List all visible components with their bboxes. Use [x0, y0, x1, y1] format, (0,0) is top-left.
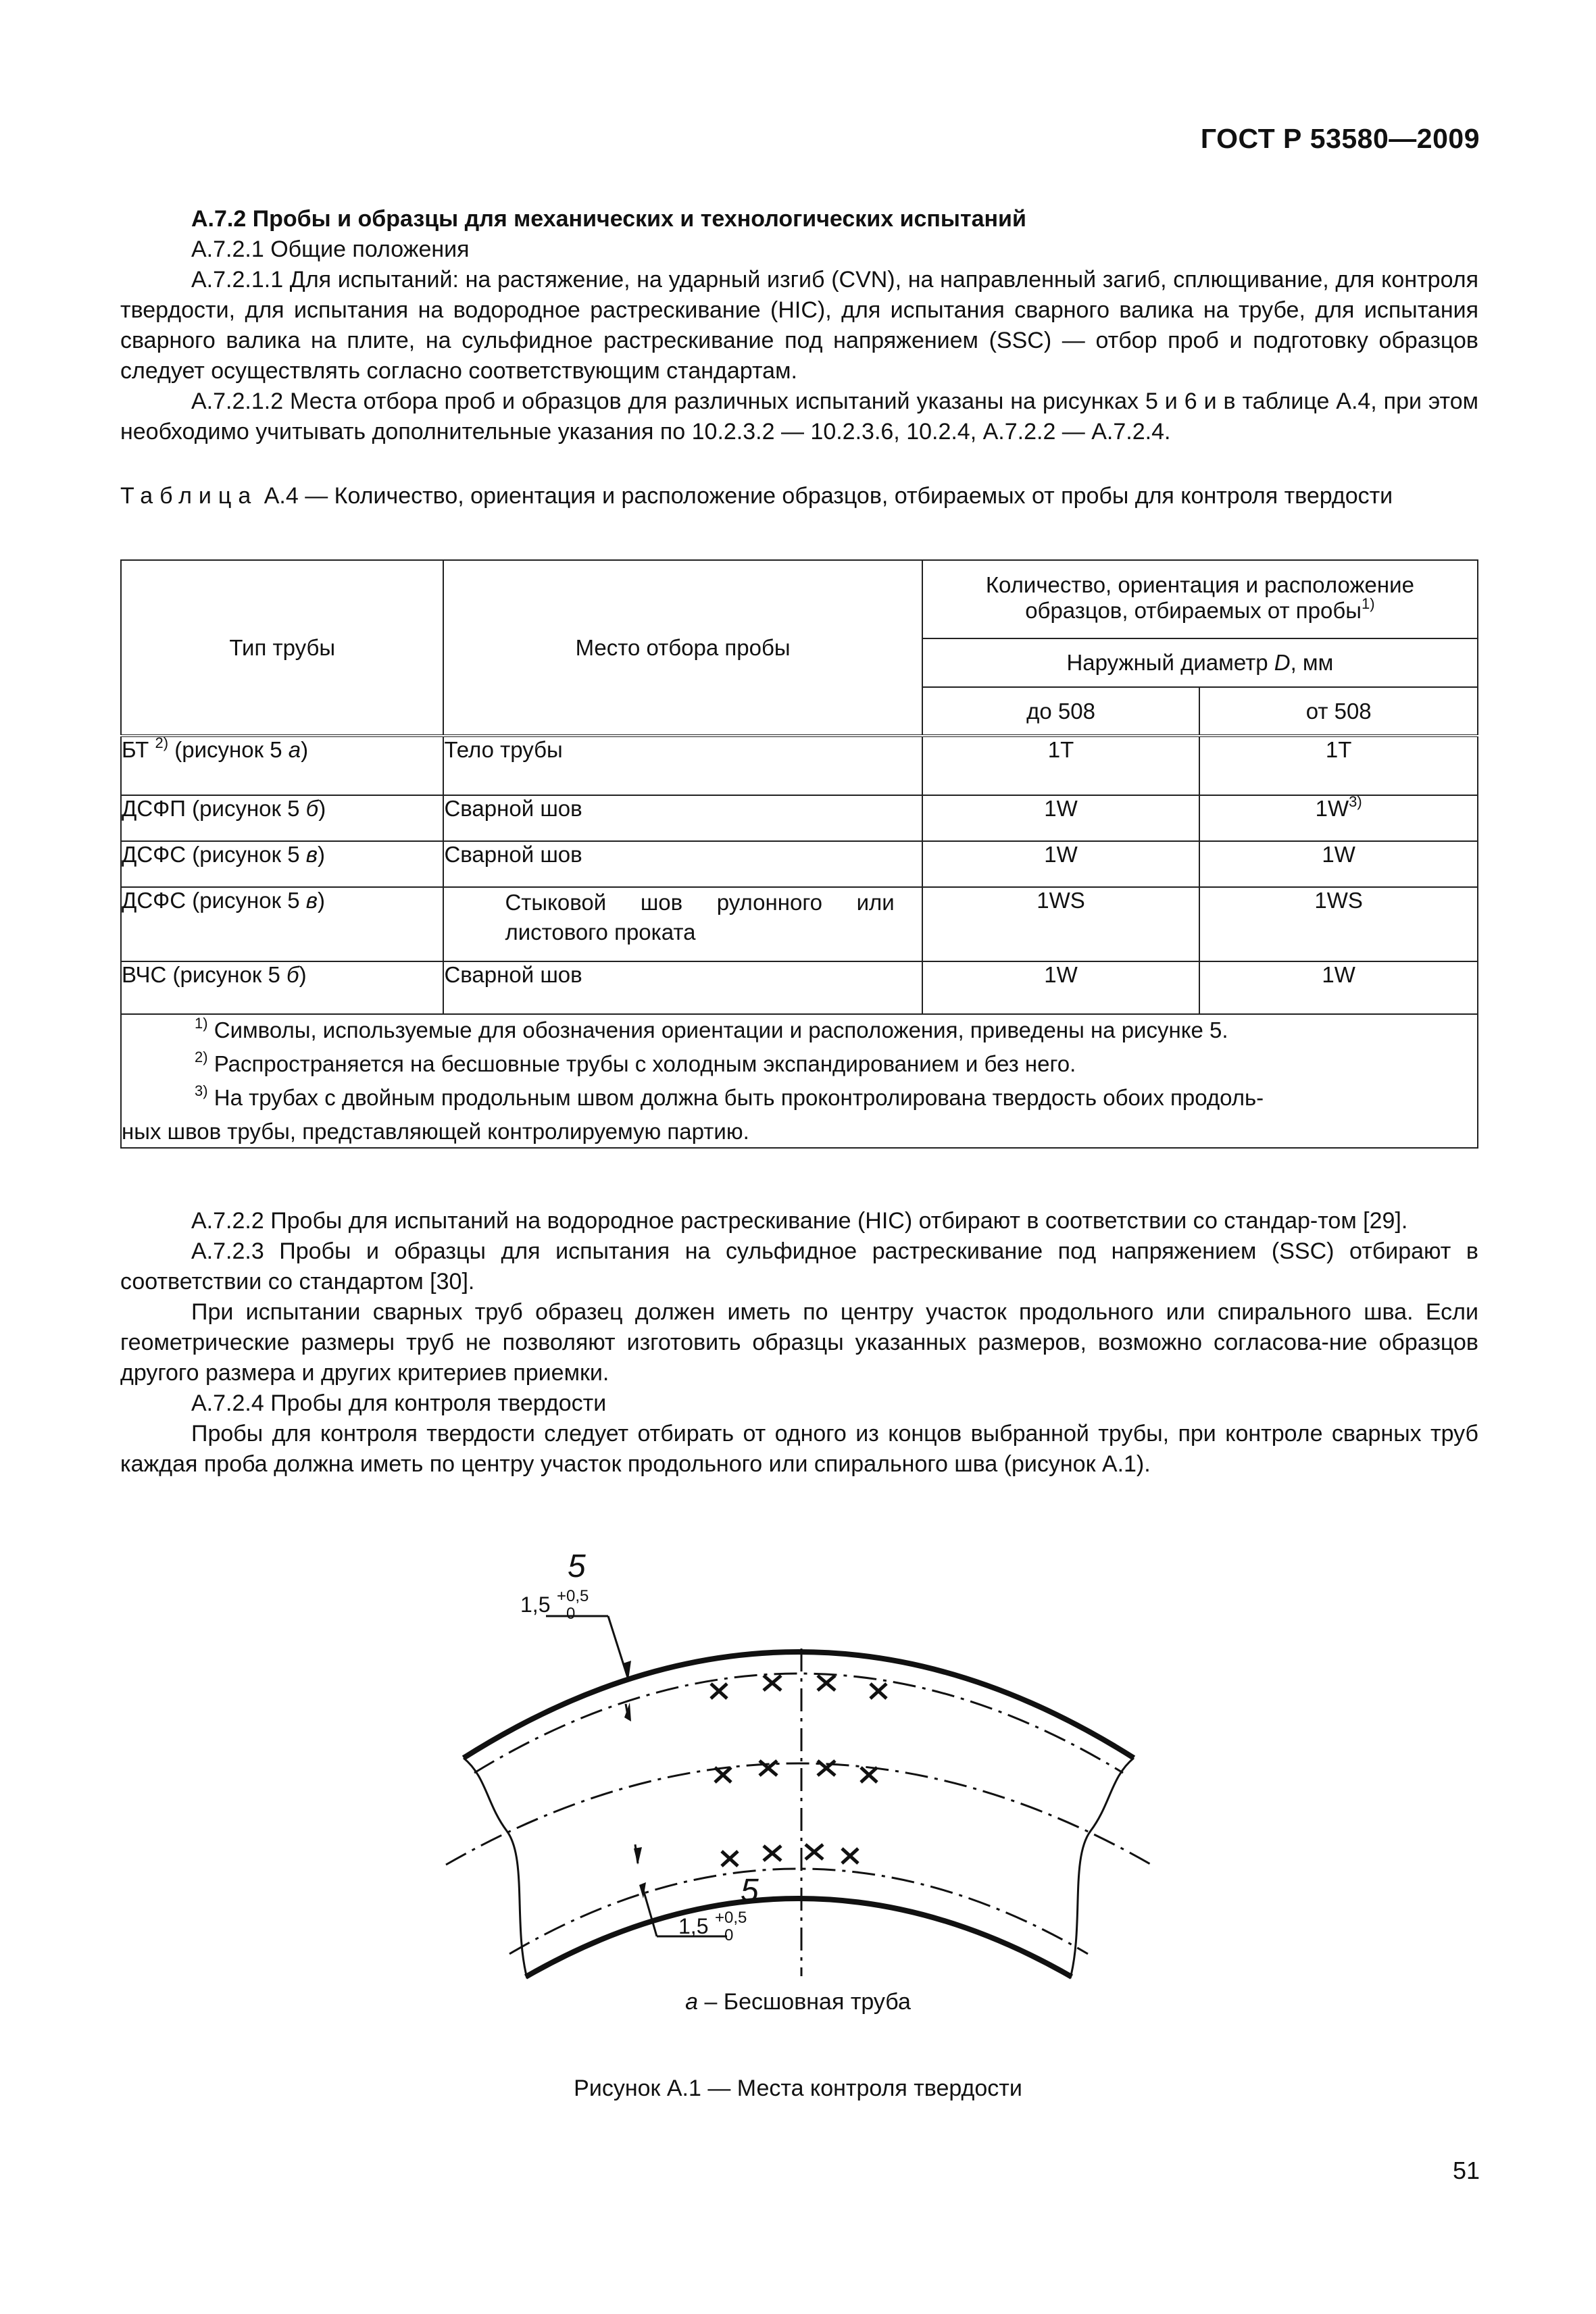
table-row	[121, 961, 1478, 1014]
cell-pipe-type: ДСФП (рисунок 5 б)	[121, 795, 443, 841]
cell-large: $1W^{3)}$	[1199, 795, 1478, 841]
table-note: $^{2)}$ Распространяется на бесшовные трубы с холодным экспандированием и без него.	[195, 1049, 1076, 1076]
header-col-large: от 508	[1199, 687, 1478, 736]
table-caption-text: А.4 — Количество, ориентация и расположение образцов, отбираемых от пробы для контроля твердости	[257, 483, 1393, 509]
left-break-line	[464, 1758, 527, 1978]
hardness-locations-figure	[432, 1547, 1162, 1980]
cell-pipe-type: БТ $^{2)}$ (рисунок 5 а)	[121, 736, 443, 795]
table-row	[121, 795, 1478, 841]
dimension-label-main: 5	[568, 1549, 586, 1584]
paragraph: А.7.2.3 Пробы и образцы для испытания на сульфидное растрескивание под напряжением (SSC) отбирают в соответствии со стандартом [30].	[120, 1238, 1478, 1294]
cell-pipe-type: ДСФС (рисунок 5 в)	[121, 841, 443, 887]
table-caption	[120, 481, 1478, 511]
dimension-label-base: 1,5	[520, 1592, 551, 1617]
header-location: Место отбора пробы	[443, 560, 922, 736]
dimension-label-lower: 0	[566, 1605, 576, 1623]
test-points-outer	[711, 1676, 887, 1699]
dimension-label-upper: +0,5	[715, 1909, 747, 1927]
figure-caption: Рисунок А.1 — Места контроля твердости	[574, 2076, 1022, 2101]
table-notes-row	[121, 1014, 1478, 1148]
paragraph: При испытании сварных труб образец должен иметь по центру участок продольного или спирального шва. Если геометрические размеры труб не позволяют изготовить образцы указанных размеров, возможно согласова-ние образцов другого размера и других критериев приемки.	[120, 1299, 1478, 1386]
dimension-label-base: 1,5	[678, 1914, 709, 1938]
upper-dimension	[546, 1616, 628, 1719]
cell-location: Сварной шов	[443, 961, 922, 1014]
cell-large: 1W	[1199, 961, 1478, 1014]
footnote-ref: 1)	[1361, 595, 1375, 612]
section-a722-a724	[120, 1206, 1478, 1480]
cell-location	[443, 887, 922, 961]
paragraph: А.7.2.1.1 Для испытаний: на растяжение, на ударный изгиб (CVN), на направленный загиб, сплющивание, для контроля твердости, для испытания на водородное растрескивание (HIC), для испытания сварного валика на трубе, для испытания сварного валика на плите, на сульфидное растрескивание под напряжением (SSC) — отбор проб и подготовку образцов следует осуществлять согласно соответствующим стандартам.	[120, 267, 1478, 384]
cell-large: 1T	[1199, 736, 1478, 795]
table-notes	[121, 1014, 1478, 1148]
cell-location: Тело трубы	[443, 736, 922, 795]
cell-large: 1W	[1199, 841, 1478, 887]
paragraph: А.7.2.4 Пробы для контроля твердости	[191, 1390, 607, 1416]
outer-offset-line	[474, 1674, 1123, 1773]
subcaption-letter: а	[685, 1989, 698, 2015]
header-diameter-label: Наружный диаметр	[1066, 650, 1274, 675]
table-note: $^{3)}$ На трубах с двойным продольным швом должна быть проконтролирована твердость обоих продоль-	[195, 1082, 1264, 1110]
cell-location: Сварной шов	[443, 795, 922, 841]
cell-small: 1WS	[922, 887, 1200, 961]
header-diameter-symbol: D	[1274, 650, 1291, 675]
section-a72	[120, 204, 1478, 447]
cell-location-line: Стыковой шов рулонного или	[505, 890, 895, 915]
cell-small: 1T	[922, 736, 1200, 795]
cell-pipe-type: ВЧС (рисунок 5 б)	[121, 961, 443, 1014]
header-col-small: до 508	[922, 687, 1200, 736]
page-number: 51	[1452, 2157, 1480, 2184]
hardness-samples-table	[120, 559, 1478, 1149]
header-diameter	[922, 638, 1478, 687]
cell-small: 1W	[922, 961, 1200, 1014]
table-row	[121, 887, 1478, 961]
mid-wall-line	[446, 1763, 1151, 1865]
header-quantity	[922, 560, 1478, 638]
table-row	[121, 736, 1478, 795]
paragraph: Пробы для контроля твердости следует отбирать от одного из концов выбранной трубы, при контроле сварных труб каждая проба должна иметь по центру участок продольного или спирального шва (рисунок А.1).	[120, 1421, 1478, 1477]
cell-small: 1W	[922, 795, 1200, 841]
outer-pipe-surface	[464, 1652, 1134, 1758]
cell-small: 1W	[922, 841, 1200, 887]
figure-subcaption	[0, 1989, 1596, 2015]
cell-location: Сварной шов	[443, 841, 922, 887]
table-row	[121, 841, 1478, 887]
cell-pipe-type: ДСФС (рисунок 5 в)	[121, 887, 443, 961]
header-diameter-unit: , мм	[1290, 650, 1334, 675]
table-note: $^{1)}$ Символы, используемые для обозначения ориентации и расположения, приведены на рисунке 5.	[195, 1015, 1228, 1042]
header-pipe-type: Тип трубы	[121, 560, 443, 736]
section-heading: А.7.2 Пробы и образцы для механических и технологических испытаний	[191, 206, 1026, 232]
paragraph: А.7.2.1.2 Места отбора проб и образцов для различных испытаний указаны на рисунках 5 и 6 и в таблице А.4, при этом необходимо учитывать дополнительные указания по 10.2.3.2 — 10.2.3.6, 10.2.4, А.7.2.2 — А.7.2.4.	[120, 388, 1478, 445]
dimension-label-lower: 0	[724, 1926, 734, 1944]
inner-pipe-surface	[526, 1898, 1072, 1977]
paragraph: А.7.2.1 Общие положения	[191, 236, 470, 262]
dimension-label-upper: +0,5	[557, 1587, 589, 1605]
document-code: ГОСТ Р 53580—2009	[1200, 123, 1480, 154]
table-note-continuation: ных швов трубы, представляющей контролируемую партию.	[122, 1119, 749, 1144]
header-quantity-text: Количество, ориентация и расположение образцов, отбираемых от пробы	[985, 572, 1414, 623]
cell-location-line: листового проката	[505, 920, 696, 945]
table-caption-prefix: Таблица	[120, 483, 258, 509]
dimension-label-main: 5	[741, 1873, 759, 1909]
lower-dimension-arrow	[634, 1847, 642, 1865]
right-break-line	[1070, 1758, 1134, 1978]
test-points-inner	[722, 1844, 858, 1866]
paragraph: А.7.2.2 Пробы для испытаний на водородное растрескивание (HIC) отбирают в соответствии со стандар-том [29].	[191, 1208, 1408, 1234]
subcaption-text: – Бесшовная труба	[698, 1989, 911, 2015]
cell-large: 1WS	[1199, 887, 1478, 961]
